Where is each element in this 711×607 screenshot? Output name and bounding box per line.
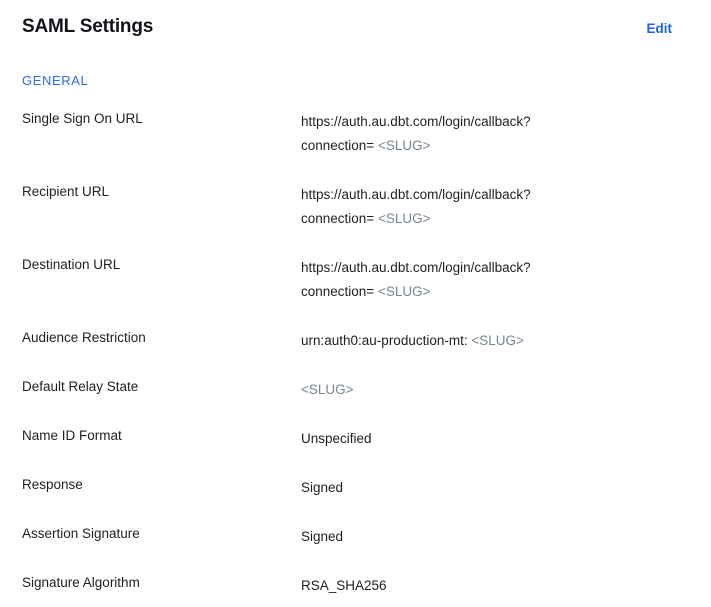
saml-settings-list: [22, 110, 689, 598]
setting-label: Default Relay State: [22, 379, 139, 394]
setting-value: Signed: [301, 529, 344, 544]
slug-placeholder: <SLUG>: [301, 382, 354, 397]
setting-row: [22, 329, 689, 353]
setting-row: [22, 427, 689, 451]
setting-value: [301, 329, 524, 353]
setting-row: [22, 183, 689, 231]
setting-row: [22, 110, 689, 158]
setting-value: RSA_SHA256: [301, 578, 387, 593]
setting-value-line1: https://auth.au.dbt.com/login/callback?: [301, 187, 531, 202]
slug-placeholder: <SLUG>: [471, 333, 524, 348]
setting-label: Name ID Format: [22, 428, 122, 443]
slug-placeholder: <SLUG>: [377, 284, 431, 299]
setting-value-line2: connection= <SLUG>: [301, 138, 431, 153]
edit-button[interactable]: Edit: [646, 21, 672, 36]
setting-value: [301, 110, 531, 158]
setting-label: Audience Restriction: [22, 330, 146, 345]
setting-value: Signed: [301, 480, 344, 495]
setting-label: Destination URL: [22, 257, 121, 272]
slug-placeholder: <SLUG>: [377, 211, 431, 226]
setting-label: Single Sign On URL: [22, 111, 143, 126]
setting-value: [301, 256, 531, 304]
setting-value: Unspecified: [301, 431, 372, 446]
slug-placeholder: <SLUG>: [377, 138, 431, 153]
setting-row: [22, 476, 689, 500]
setting-row: [22, 256, 689, 304]
setting-value-line1: urn:auth0:au-production-mt:: [301, 333, 468, 348]
setting-row: [22, 525, 689, 549]
setting-value-line1: https://auth.au.dbt.com/login/callback?: [301, 260, 531, 275]
setting-value-line2: connection= <SLUG>: [301, 211, 431, 226]
setting-label: Response: [22, 477, 83, 492]
setting-value-line1: https://auth.au.dbt.com/login/callback?: [301, 114, 531, 129]
setting-label: Recipient URL: [22, 184, 110, 199]
setting-value-line2: connection= <SLUG>: [301, 284, 431, 299]
section-heading-general: GENERAL: [22, 73, 89, 88]
setting-row: [22, 574, 689, 598]
setting-value: [301, 183, 531, 231]
setting-label: Signature Algorithm: [22, 575, 140, 590]
setting-label: Assertion Signature: [22, 526, 140, 541]
page-title: SAML Settings: [22, 16, 154, 37]
setting-value: [301, 378, 354, 402]
setting-row: [22, 378, 689, 402]
page-header: [22, 0, 689, 38]
